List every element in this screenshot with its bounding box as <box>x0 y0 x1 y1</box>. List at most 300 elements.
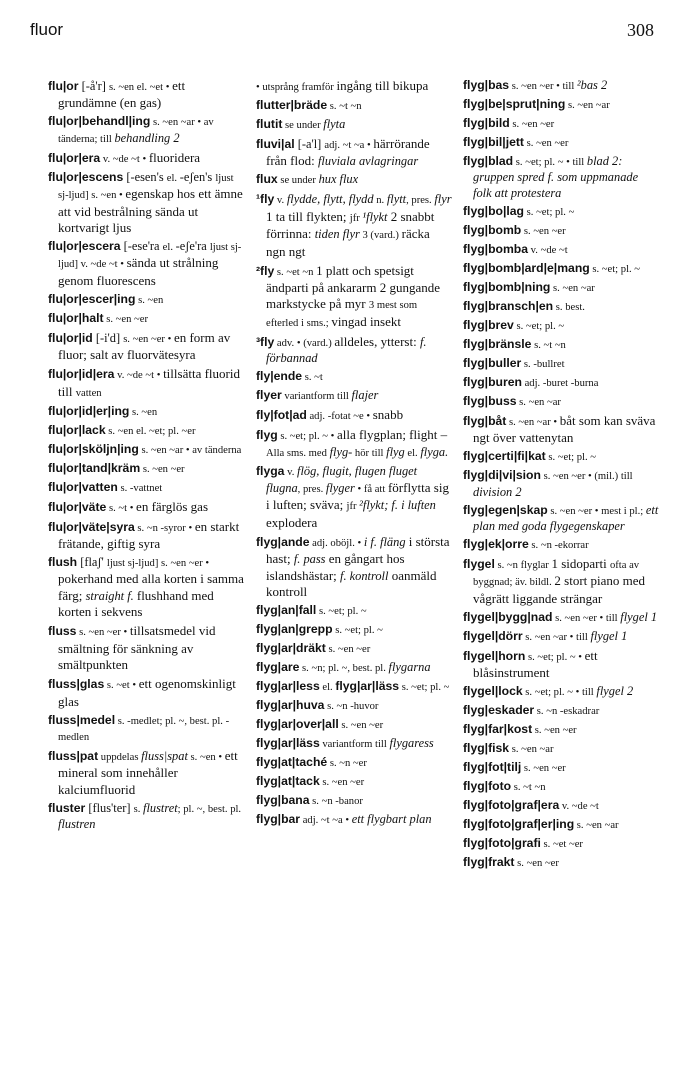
entry-text: s. ~en <box>135 294 164 306</box>
entry-text: s. ~t ~n <box>531 339 566 351</box>
headword: flu|or|id <box>48 330 93 345</box>
headword: flu|or|era <box>48 150 101 165</box>
entry-text: fluviala avlagringar <box>317 154 419 169</box>
dictionary-entry <box>463 413 659 447</box>
entry-text: Alla sms. med <box>266 447 330 459</box>
headword: flyg|ar|dräkt <box>256 641 326 656</box>
dictionary-entry <box>256 717 452 733</box>
dictionary-entry <box>256 117 452 133</box>
dictionary-entry <box>463 703 659 719</box>
entry-text: flyg|ar|läss <box>335 679 400 694</box>
headword: flu|or|sköljn|ing <box>48 441 139 456</box>
entry-text: s. ~en <box>129 406 158 418</box>
dictionary-entry <box>48 461 244 477</box>
page-header <box>30 20 654 48</box>
headword: flyg|bas <box>463 78 510 92</box>
entry-text: s. ~et; pl. ~ <box>524 206 575 218</box>
dictionary-entry <box>256 172 452 188</box>
entry-text: -eʃen's <box>179 169 216 184</box>
entry-text: fluoridera <box>148 149 201 165</box>
entry-text: s. ~en ~ar • <box>506 416 560 428</box>
entry-text: n. <box>373 195 387 207</box>
entry-text: s. ~en ~er <box>103 313 148 325</box>
entry-text: s. ~et ~n <box>274 266 317 278</box>
entry-text: v. ~de ~t • <box>100 153 149 165</box>
headword: flu|or|behandl|ing <box>48 114 151 129</box>
entry-text: flög, flugit, flugen fluget flugna <box>266 463 418 496</box>
entry-text: • utsprång framför <box>256 82 337 93</box>
entry-text: [-a'l] <box>294 137 325 151</box>
dictionary-entry <box>256 136 452 170</box>
entry-text: en starkt frätande, giftig syra <box>58 518 240 552</box>
entry-text: s. ~en ~er • till <box>552 612 621 624</box>
entry-text: s. ~n -banor <box>309 796 363 808</box>
dictionary-entry <box>256 755 452 771</box>
dictionary-entry <box>463 468 659 500</box>
entry-text: oanmäld kontroll <box>266 567 437 600</box>
entry-text: s. ~n flyglar <box>494 560 552 572</box>
dictionary-column-1 <box>48 78 244 835</box>
dictionary-entry <box>256 774 452 790</box>
entry-text: ²bas 2 <box>576 78 608 92</box>
entry-text: straight f. <box>85 588 137 603</box>
headword: flyg|frakt <box>463 855 515 870</box>
dictionary-entry <box>463 154 659 201</box>
entry-text: flygel 1 <box>620 609 658 624</box>
entry-text: s. ~et; pl. ~ <box>513 320 565 332</box>
headword: flyg|buss <box>463 393 517 408</box>
entry-text: [-å'r] <box>78 79 109 93</box>
dictionary-entry <box>463 280 659 296</box>
dictionary-entry <box>463 318 659 334</box>
dictionary-entry <box>256 698 452 714</box>
headword: flyg|fot|tilj <box>463 760 522 775</box>
headword: fluster <box>48 800 86 815</box>
headword: flyg|bomb|ning <box>463 279 551 294</box>
entry-text: , pres. <box>297 484 326 496</box>
entry-text: s. ~et • <box>104 680 139 692</box>
headword: flygel <box>463 557 495 572</box>
entry-text: s. ~et; pl. ~ <box>316 606 367 618</box>
headword: flu|or|väte|syra <box>48 519 135 534</box>
headword: flyg|bild <box>463 116 510 130</box>
entry-text: s. ~et; pl. ~ <box>545 452 597 464</box>
entry-text: en gångart hos islandshästar; <box>266 551 405 583</box>
headword: flygel|bygg|nad <box>463 609 553 624</box>
entry-text: [flus'ter] <box>85 800 134 815</box>
dictionary-entry <box>463 760 659 776</box>
entry-text: ljust sj-ljud] s. ~en ~er • <box>106 558 210 570</box>
entry-text: flustren <box>58 817 96 832</box>
dictionary-entry <box>463 610 659 626</box>
headword: flyer <box>256 388 282 403</box>
dictionary-column-3 <box>463 78 659 874</box>
entry-text: s. ~en ~er <box>532 725 577 737</box>
headword: flush <box>48 555 78 570</box>
headword: flu|or|escer|ing <box>48 291 136 306</box>
headword: flu|or|vatten <box>48 479 118 494</box>
dictionary-entry <box>463 78 659 94</box>
dictionary-entry <box>48 404 244 420</box>
headword: flyga <box>256 463 285 478</box>
entry-text: blad 2: gruppen spred f. som uppmanade folk att protestera <box>473 154 639 200</box>
headword: flu|or|escera <box>48 239 121 254</box>
entry-text: s. ~en ~ar <box>509 744 554 756</box>
dictionary-entry <box>48 311 244 327</box>
headword: flyg|di|vi|sion <box>463 468 541 483</box>
headword: flutit <box>256 117 283 131</box>
entry-text: båt som kan sväva ngt över vattenytan <box>473 412 656 446</box>
entry-text: räcka ngn ngt <box>266 226 430 259</box>
entry-text: 2 stort piano med vågrätt liggande strängar <box>473 573 646 606</box>
entry-text: se under <box>282 120 324 131</box>
entry-text: ofta av byggnad; äv. bildl. <box>473 560 640 589</box>
entry-text: behandling 2 <box>114 130 180 145</box>
entry-text: s. -vattnet <box>117 482 163 494</box>
entry-text: f. kontroll <box>340 568 389 583</box>
entry-text: ett flygbart plan <box>351 812 432 827</box>
entry-text: s. ~t ~n <box>327 101 362 112</box>
dictionary-entry <box>463 337 659 353</box>
dictionary-entry <box>463 741 659 757</box>
dictionary-entry <box>256 660 452 676</box>
dictionary-entry <box>256 407 452 424</box>
entry-text: f. förbannad <box>266 334 427 366</box>
entry-text: ²flykt; f. i luften <box>359 498 436 513</box>
entry-text: s. ~en el. ~et • <box>108 82 173 93</box>
dictionary-entry <box>48 170 244 237</box>
headword: flyg <box>256 428 278 443</box>
headword: flyg|ek|orre <box>463 537 529 552</box>
headword: flyg|an|grepp <box>256 622 333 637</box>
entry-text: -eʃe'ra <box>175 239 210 254</box>
entry-text: s. ~en • <box>187 751 225 763</box>
headword: flyg|bar <box>256 812 301 827</box>
entry-text: sända ut strålning genom fluorescens <box>58 255 219 288</box>
entry-text: s. ~et; pl. ~ • <box>525 651 585 663</box>
entry-text: el. <box>319 682 336 694</box>
entry-text: vingad insekt <box>331 313 401 329</box>
entry-text: fluss|spat <box>141 748 188 763</box>
entry-text: [-i'd] <box>92 330 124 345</box>
headword: flyg|ar|läss <box>256 736 320 751</box>
headword: flyg|eskader <box>463 703 535 718</box>
entry-text: v. ~de ~t <box>559 801 599 813</box>
entry-text: s. ~en ~ar • av tänderna; till <box>58 117 214 145</box>
entry-text: tillsatsmedel vid smältning för sänkning av smältpunkten <box>58 623 216 673</box>
entry-text: s. ~en ~er <box>319 777 365 789</box>
headword: flyg|ar|less <box>256 679 320 694</box>
dictionary-entry <box>256 427 452 461</box>
dictionary-entry <box>256 369 452 385</box>
entry-text: el. <box>166 172 180 184</box>
headword: fluss|medel <box>48 712 116 727</box>
entry-text: s. ~t • <box>106 502 137 514</box>
dictionary-entry <box>463 356 659 372</box>
entry-text: s. ~n -eskadrar <box>534 706 600 718</box>
page-number: 308 <box>627 20 654 40</box>
dictionary-entry <box>256 388 452 404</box>
headword: flyg|foto|grafi <box>463 836 541 851</box>
entry-text: tillsätta fluorid till <box>58 366 240 399</box>
entry-text: uppdelas <box>98 751 142 763</box>
headword: flyg|are <box>256 660 300 675</box>
entry-text: ett plan med goda flygegenskaper <box>473 502 659 534</box>
entry-text: el. <box>404 447 421 459</box>
headword: fluss|glas <box>48 677 105 692</box>
entry-text: ett ogenomskinligt glas <box>58 676 236 709</box>
dictionary-entry <box>256 812 452 828</box>
entry-text: s. ~en ~er • till <box>509 81 577 92</box>
entry-text: 3 mest som efterled i sms.; <box>266 300 418 329</box>
entry-text: [-esen's <box>123 169 167 184</box>
entry-text: ett grundämne (en gas) <box>58 78 186 111</box>
entry-text: s. ~n -ekorrar <box>528 540 589 552</box>
dictionary-entry <box>256 603 452 619</box>
entry-text: ett blåsinstrument <box>473 647 598 681</box>
entry-text: flyger <box>325 481 355 496</box>
dictionary-entry <box>463 299 659 315</box>
headword: flyg|bo|lag <box>463 203 524 218</box>
entry-text: el. <box>162 242 176 254</box>
entry-text: v. ~de ~t <box>528 244 568 256</box>
headword: flyg|brev <box>463 317 514 332</box>
dictionary-entry <box>256 736 452 752</box>
entry-text: s. ~en ~ar • till <box>522 631 591 643</box>
headword: flyg|foto|graf|era <box>463 798 560 813</box>
entry-text: flygel 1 <box>590 628 628 643</box>
entry-text: 2 gungande markstycke på myr <box>266 280 440 312</box>
headword: fly|fot|ad <box>256 408 307 423</box>
dictionary-entry <box>463 684 659 700</box>
dictionary-entry <box>463 223 659 239</box>
entry-text: s. ~en ~er <box>338 720 384 732</box>
entry-text: , pres. <box>406 195 435 207</box>
headword: flyg|blad <box>463 154 514 168</box>
entry-text: 1 ta till flykten; <box>266 208 350 224</box>
entry-text: explodera <box>266 514 318 530</box>
entry-text: 2 snabbt förrinna: <box>266 208 435 242</box>
entry-text: s. ~et; pl. ~ <box>589 263 641 275</box>
entry-text: s. -bullret <box>521 358 565 370</box>
entry-text: en form av fluor; salt av fluorvätesyra <box>58 329 231 363</box>
headword: flu|or|id|era <box>48 367 115 382</box>
headword: ²fly <box>256 263 275 278</box>
entry-text: s. ~en ~er • <box>76 627 130 639</box>
entry-text: division 2 <box>473 484 522 499</box>
entry-text: alldeles, ytterst: <box>334 333 420 349</box>
entry-text: s. ~et; pl. ~ • till <box>522 687 597 699</box>
entry-text: s. ~en ~er <box>140 463 185 475</box>
dictionary-entry <box>463 556 659 607</box>
entry-text: adj. -buret -burna <box>521 377 599 389</box>
entry-text: [-ese'ra <box>120 239 163 254</box>
headword: flyg|an|fall <box>256 603 317 618</box>
entry-text: v. <box>274 195 287 207</box>
entry-text: ljust sj-ljud] v. ~de ~t • <box>58 242 242 271</box>
entry-text: s. ~t <box>302 372 323 384</box>
headword: flyg|bransch|en <box>463 298 554 313</box>
dictionary-entry <box>463 855 659 871</box>
dictionary-entry <box>48 239 244 289</box>
entry-text: 3 (vard.) <box>359 230 402 242</box>
entry-text: s. ~en ~er <box>521 763 566 775</box>
dictionary-entry <box>48 330 244 364</box>
entry-text: s. ~en ~ar <box>516 396 561 408</box>
entry-text: s. best. <box>553 301 585 313</box>
entry-text: flyg <box>386 444 405 459</box>
dictionary-entry <box>256 641 452 657</box>
dictionary-entry <box>256 78 452 95</box>
entry-text: jfr <box>346 501 360 513</box>
dictionary-entry <box>463 722 659 738</box>
dictionary-entry <box>256 622 452 638</box>
headword: flyg|far|kost <box>463 722 533 737</box>
dictionary-entry <box>48 114 244 147</box>
entry-text: adj. ~t ~a • <box>324 140 374 151</box>
headword: flu|or|id|er|ing <box>48 403 130 418</box>
dictionary-entry <box>463 798 659 814</box>
running-head: fluor <box>30 20 64 39</box>
headword: flyg|ar|over|all <box>256 717 339 732</box>
entry-text: s. ~t ~n <box>511 782 546 794</box>
dictionary-entry <box>48 801 244 833</box>
headword: ³fly <box>256 334 275 349</box>
headword: flyg|buller <box>463 355 522 370</box>
dictionary-entry <box>463 394 659 410</box>
entry-text: s. ~n -huvor <box>324 701 379 713</box>
headword: fluss <box>48 624 77 639</box>
entry-text: s. -medlet; pl. ~, best. pl. -medlen <box>58 715 230 743</box>
entry-text: flygel 2 <box>596 684 634 699</box>
entry-text: flajer <box>351 388 379 403</box>
entry-text: förflytta sig i luften; sväva; <box>266 480 449 513</box>
entry-text: flushhand med korten i sekvens <box>58 587 214 620</box>
headword: flygel|dörr <box>463 628 523 643</box>
entry-text: vatten <box>75 387 102 399</box>
headword: flu|or <box>48 79 79 93</box>
dictionary-entry <box>463 97 659 113</box>
dictionary-entry <box>463 375 659 391</box>
headword: flu|or|escens <box>48 169 124 184</box>
headword: flyg|bomb <box>463 222 522 237</box>
entry-text: en färglös gas <box>136 498 209 514</box>
entry-text: flustret <box>143 800 178 815</box>
entry-text: jfr <box>349 212 363 224</box>
entry-text: i största hast; <box>266 533 450 567</box>
dictionary-entry <box>463 836 659 852</box>
entry-text: s. ~et; pl. ~ • <box>277 431 337 443</box>
entry-text: s. ~en ~er • <box>123 333 174 345</box>
headword: flyg|ar|huva <box>256 698 325 713</box>
dictionary-entry <box>48 555 244 621</box>
dictionary-entry <box>256 679 452 695</box>
dictionary-entry <box>48 623 244 673</box>
entry-text: ett mineral som innehåller kalciumfluorid <box>58 747 238 797</box>
dictionary-entry <box>48 150 244 167</box>
entry-text: egenskap hos ett ämne att vid bestrålning sända ut kortvarigt ljus <box>58 186 243 236</box>
headword: flyg|at|tack <box>256 774 320 789</box>
entry-text: flyg- <box>329 444 353 459</box>
dictionary-entry <box>48 713 244 746</box>
headword: flyg|foto|graf|er|ing <box>463 817 575 832</box>
headword: flyg|bana <box>256 793 310 808</box>
dictionary-entry <box>256 191 452 260</box>
dictionary-column-2 <box>256 78 452 831</box>
entry-text: flytt <box>386 192 407 207</box>
entry-text: s. ~en ~er • mest i pl.; <box>547 505 646 517</box>
entry-text: s. ~et; pl. ~ <box>399 682 450 694</box>
headword: flyg|foto <box>463 779 512 794</box>
dictionary-entry <box>463 648 659 682</box>
entry-text: [flaʃ' <box>77 555 107 570</box>
dictionary-entry <box>48 519 244 553</box>
entry-text: hux flux <box>318 172 359 187</box>
entry-text: adv. • (vard.) <box>274 337 335 349</box>
headword: flu|or|väte <box>48 499 107 514</box>
entry-text: • få att <box>354 484 388 496</box>
dictionary-entry <box>48 78 244 112</box>
entry-text: i f. fläng <box>363 534 406 549</box>
dictionary-entry <box>463 135 659 151</box>
dictionary-entry <box>256 464 452 532</box>
headword: flu|or|tand|kräm <box>48 460 141 475</box>
dictionary-entry <box>256 98 452 114</box>
dictionary-entry <box>256 534 452 601</box>
dictionary-entry <box>463 503 659 535</box>
entry-text: adj. oböjl. • <box>309 537 364 549</box>
dictionary-entry <box>48 748 244 798</box>
headword: fluss|pat <box>48 748 99 763</box>
dictionary-entry <box>256 793 452 809</box>
entry-text: s. ~en ~ar <box>550 282 595 294</box>
entry-text: s. ~n -syror • <box>134 522 195 534</box>
entry-text: härrörande från flod: <box>266 136 430 169</box>
headword: fluvi|al <box>256 137 295 151</box>
entry-text: se under <box>277 175 319 187</box>
entry-text: flygaress <box>389 736 434 751</box>
entry-text: tiden flyr <box>314 227 360 242</box>
headword: flyg|certi|fi|kat <box>463 449 546 464</box>
dictionary-entry <box>463 817 659 833</box>
entry-text: snabb <box>372 407 404 423</box>
entry-text: s. ~en ~er • (mil.) till <box>540 471 633 483</box>
entry-text: hör till <box>352 447 387 459</box>
entry-text: v. <box>284 466 298 478</box>
headword: flutter|bräde <box>256 98 328 112</box>
dictionary-entry <box>48 676 244 710</box>
dictionary-entry <box>256 334 452 367</box>
entry-text: s. ~et; pl. ~ • till <box>513 157 587 168</box>
entry-text: flyta <box>323 117 346 131</box>
dictionary-entry <box>463 537 659 553</box>
entry-text: 1 platt och spetsigt ändparti på ankararm <box>266 262 414 296</box>
entry-text: s. ~en ~ar • av tänderna <box>138 444 242 456</box>
entry-text: variantform till <box>319 739 390 751</box>
dictionary-entry <box>48 442 244 458</box>
entry-text: variantform till <box>281 391 352 403</box>
dictionary-entry <box>48 480 244 496</box>
entry-text: ; pl. ~, best. pl. <box>177 803 242 815</box>
entry-text: adj. ~t ~a • <box>300 815 352 827</box>
entry-text: pokerhand med alla korten i samma färg; <box>58 571 244 603</box>
entry-text: f. pass <box>293 552 326 567</box>
dictionary-entry <box>463 449 659 465</box>
headword: ¹fly <box>256 192 275 207</box>
dictionary-entry <box>463 116 659 132</box>
entry-text: s. ~en ~er <box>521 225 566 237</box>
entry-text: s. ~n; pl. ~, best. pl. <box>299 663 389 675</box>
